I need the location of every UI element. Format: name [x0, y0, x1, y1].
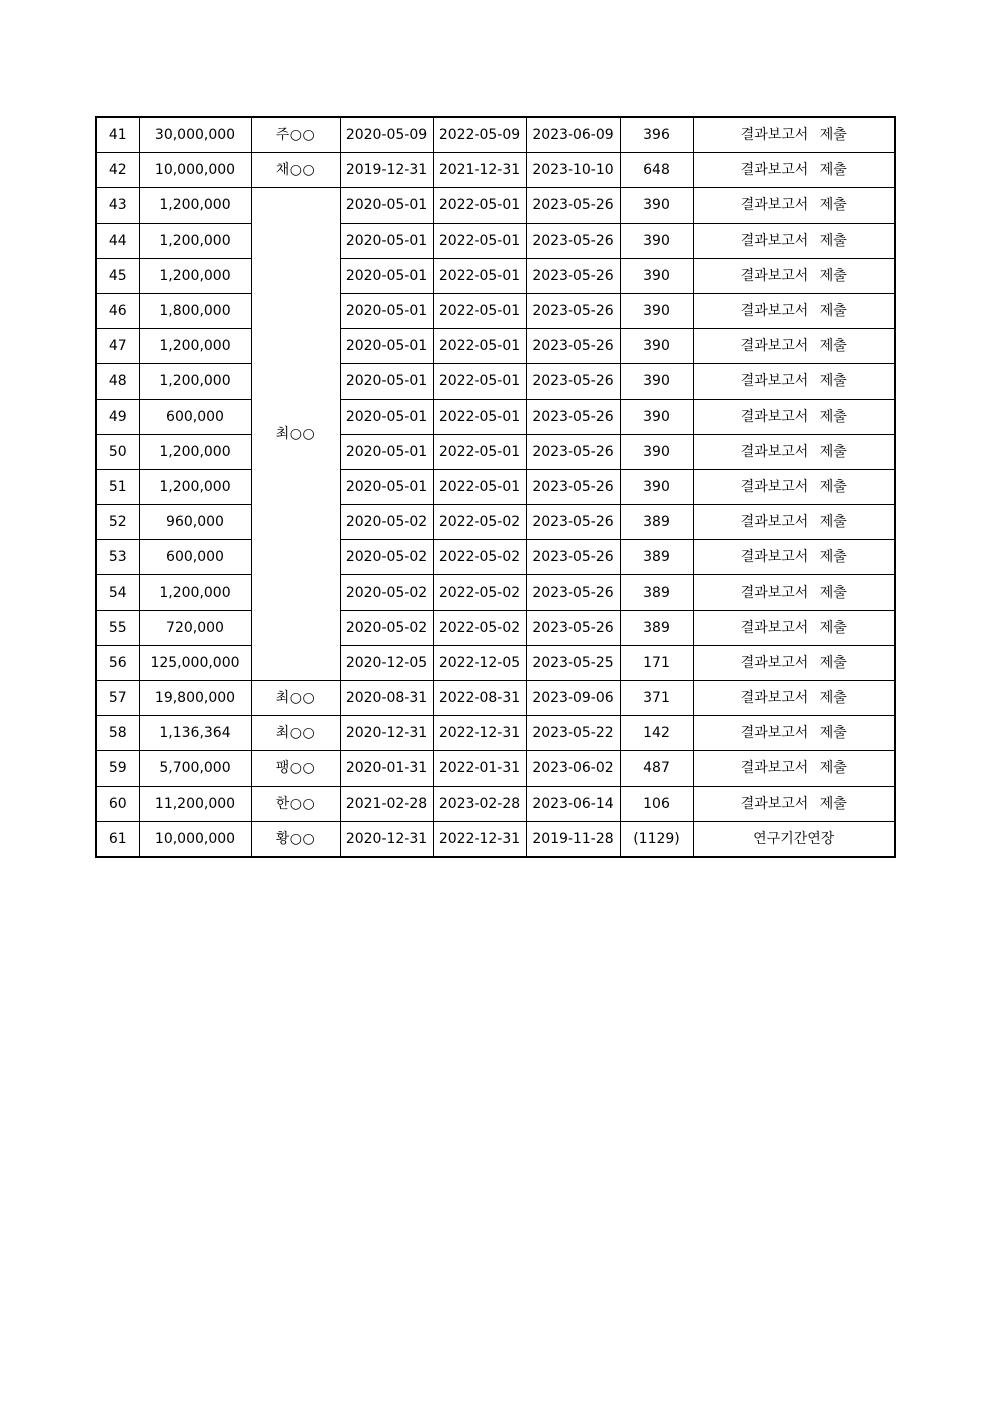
cell-days-count: 648: [620, 153, 693, 188]
cell-start-date: 2020-05-02: [340, 575, 433, 610]
cell-start-date: 2019-12-31: [340, 153, 433, 188]
table-row: [96, 751, 895, 786]
table-row: [96, 821, 895, 857]
cell-report-date: 2023-06-02: [526, 751, 620, 786]
cell-report-date: 2023-05-26: [526, 434, 620, 469]
cell-status: 결과보고서 제출: [693, 786, 895, 821]
cell-amount: 1,200,000: [139, 575, 251, 610]
cell-amount: 19,800,000: [139, 681, 251, 716]
cell-row-number: 59: [96, 751, 139, 786]
cell-end-date: 2022-05-02: [433, 540, 526, 575]
table-row: [96, 153, 895, 188]
cell-start-date: 2020-05-01: [340, 188, 433, 223]
cell-end-date: 2022-05-01: [433, 399, 526, 434]
cell-start-date: 2020-05-01: [340, 434, 433, 469]
cell-start-date: 2020-05-01: [340, 223, 433, 258]
cell-amount: 1,200,000: [139, 188, 251, 223]
cell-days-count: 390: [620, 258, 693, 293]
cell-days-count: 390: [620, 364, 693, 399]
cell-status: 결과보고서 제출: [693, 258, 895, 293]
cell-report-date: 2023-06-09: [526, 117, 620, 153]
table-row: [96, 434, 895, 469]
cell-end-date: 2022-05-01: [433, 258, 526, 293]
cell-amount: 1,800,000: [139, 293, 251, 328]
cell-end-date: 2022-05-01: [433, 329, 526, 364]
cell-start-date: 2021-02-28: [340, 786, 433, 821]
cell-end-date: 2022-12-31: [433, 716, 526, 751]
cell-end-date: 2022-05-01: [433, 364, 526, 399]
cell-status: 결과보고서 제출: [693, 575, 895, 610]
cell-amount: 600,000: [139, 540, 251, 575]
cell-row-number: 43: [96, 188, 139, 223]
cell-start-date: 2020-05-01: [340, 293, 433, 328]
cell-end-date: 2022-05-01: [433, 293, 526, 328]
cell-row-number: 45: [96, 258, 139, 293]
cell-amount: 10,000,000: [139, 821, 251, 857]
cell-start-date: 2020-01-31: [340, 751, 433, 786]
cell-days-count: 106: [620, 786, 693, 821]
table-row: [96, 293, 895, 328]
cell-end-date: 2022-05-02: [433, 610, 526, 645]
cell-end-date: 2022-12-31: [433, 821, 526, 857]
cell-report-date: 2023-05-26: [526, 364, 620, 399]
cell-end-date: 2022-01-31: [433, 751, 526, 786]
cell-name: 황○○: [251, 821, 340, 857]
cell-report-date: 2023-05-26: [526, 469, 620, 504]
cell-amount: 30,000,000: [139, 117, 251, 153]
cell-end-date: 2023-02-28: [433, 786, 526, 821]
cell-status: 결과보고서 제출: [693, 540, 895, 575]
cell-days-count: 390: [620, 223, 693, 258]
cell-amount: 11,200,000: [139, 786, 251, 821]
table-row: [96, 469, 895, 504]
cell-days-count: 390: [620, 293, 693, 328]
cell-status: 연구기간연장: [693, 821, 895, 857]
cell-start-date: 2020-12-05: [340, 645, 433, 680]
cell-report-date: 2023-05-26: [526, 540, 620, 575]
cell-row-number: 50: [96, 434, 139, 469]
table-row: [96, 610, 895, 645]
cell-row-number: 41: [96, 117, 139, 153]
cell-report-date: 2023-05-26: [526, 293, 620, 328]
cell-report-date: 2023-05-25: [526, 645, 620, 680]
cell-status: 결과보고서 제출: [693, 188, 895, 223]
cell-name: 최○○: [251, 681, 340, 716]
cell-amount: 1,200,000: [139, 329, 251, 364]
cell-days-count: 390: [620, 188, 693, 223]
table-row: [96, 399, 895, 434]
cell-report-date: 2023-10-10: [526, 153, 620, 188]
cell-start-date: 2020-12-31: [340, 821, 433, 857]
cell-start-date: 2020-05-02: [340, 610, 433, 645]
cell-name: 채○○: [251, 153, 340, 188]
cell-status: 결과보고서 제출: [693, 505, 895, 540]
cell-days-count: 389: [620, 540, 693, 575]
cell-amount: 720,000: [139, 610, 251, 645]
cell-report-date: 2023-05-26: [526, 188, 620, 223]
cell-status: 결과보고서 제출: [693, 293, 895, 328]
cell-start-date: 2020-05-02: [340, 540, 433, 575]
cell-row-number: 61: [96, 821, 139, 857]
cell-status: 결과보고서 제출: [693, 117, 895, 153]
cell-report-date: 2023-05-26: [526, 505, 620, 540]
cell-report-date: 2023-05-26: [526, 575, 620, 610]
cell-amount: 1,200,000: [139, 223, 251, 258]
cell-row-number: 44: [96, 223, 139, 258]
cell-start-date: 2020-05-09: [340, 117, 433, 153]
cell-status: 결과보고서 제출: [693, 399, 895, 434]
cell-status: 결과보고서 제출: [693, 223, 895, 258]
cell-end-date: 2022-05-01: [433, 434, 526, 469]
cell-end-date: 2022-05-02: [433, 575, 526, 610]
cell-days-count: 389: [620, 575, 693, 610]
table-row: [96, 223, 895, 258]
cell-report-date: 2023-06-14: [526, 786, 620, 821]
table-row: [96, 329, 895, 364]
cell-amount: 1,136,364: [139, 716, 251, 751]
cell-report-date: 2023-09-06: [526, 681, 620, 716]
cell-report-date: 2023-05-22: [526, 716, 620, 751]
table-row: [96, 716, 895, 751]
cell-report-date: 2019-11-28: [526, 821, 620, 857]
cell-row-number: 48: [96, 364, 139, 399]
cell-days-count: 142: [620, 716, 693, 751]
cell-row-number: 49: [96, 399, 139, 434]
cell-start-date: 2020-05-01: [340, 329, 433, 364]
cell-days-count: 371: [620, 681, 693, 716]
cell-start-date: 2020-05-01: [340, 364, 433, 399]
cell-start-date: 2020-05-01: [340, 258, 433, 293]
cell-days-count: 171: [620, 645, 693, 680]
cell-amount: 10,000,000: [139, 153, 251, 188]
cell-name: 한○○: [251, 786, 340, 821]
cell-end-date: 2022-12-05: [433, 645, 526, 680]
cell-days-count: 390: [620, 399, 693, 434]
cell-start-date: 2020-08-31: [340, 681, 433, 716]
cell-status: 결과보고서 제출: [693, 153, 895, 188]
cell-days-count: 390: [620, 434, 693, 469]
cell-status: 결과보고서 제출: [693, 716, 895, 751]
cell-amount: 1,200,000: [139, 434, 251, 469]
cell-days-count: 396: [620, 117, 693, 153]
cell-amount: 1,200,000: [139, 364, 251, 399]
cell-amount: 960,000: [139, 505, 251, 540]
cell-amount: 125,000,000: [139, 645, 251, 680]
table-row: [96, 505, 895, 540]
cell-end-date: 2022-05-01: [433, 469, 526, 504]
cell-status: 결과보고서 제출: [693, 364, 895, 399]
cell-report-date: 2023-05-26: [526, 610, 620, 645]
cell-row-number: 53: [96, 540, 139, 575]
cell-status: 결과보고서 제출: [693, 434, 895, 469]
cell-report-date: 2023-05-26: [526, 329, 620, 364]
cell-end-date: 2021-12-31: [433, 153, 526, 188]
cell-row-number: 42: [96, 153, 139, 188]
cell-row-number: 55: [96, 610, 139, 645]
cell-report-date: 2023-05-26: [526, 399, 620, 434]
report-table: [95, 116, 896, 858]
cell-amount: 1,200,000: [139, 469, 251, 504]
table-row: [96, 645, 895, 680]
table-row: [96, 188, 895, 223]
cell-days-count: (1129): [620, 821, 693, 857]
cell-row-number: 46: [96, 293, 139, 328]
cell-row-number: 47: [96, 329, 139, 364]
cell-start-date: 2020-12-31: [340, 716, 433, 751]
cell-amount: 1,200,000: [139, 258, 251, 293]
table-row: [96, 540, 895, 575]
cell-row-number: 57: [96, 681, 139, 716]
cell-amount: 600,000: [139, 399, 251, 434]
cell-name: 최○○: [251, 188, 340, 681]
cell-start-date: 2020-05-01: [340, 469, 433, 504]
cell-row-number: 58: [96, 716, 139, 751]
cell-end-date: 2022-08-31: [433, 681, 526, 716]
report-table-body: [96, 117, 895, 857]
cell-days-count: 389: [620, 610, 693, 645]
cell-name: 최○○: [251, 716, 340, 751]
cell-days-count: 390: [620, 329, 693, 364]
table-row: [96, 786, 895, 821]
cell-end-date: 2022-05-02: [433, 505, 526, 540]
cell-row-number: 52: [96, 505, 139, 540]
cell-row-number: 60: [96, 786, 139, 821]
cell-status: 결과보고서 제출: [693, 681, 895, 716]
table-row: [96, 575, 895, 610]
cell-days-count: 389: [620, 505, 693, 540]
table-row: [96, 364, 895, 399]
cell-days-count: 487: [620, 751, 693, 786]
cell-report-date: 2023-05-26: [526, 258, 620, 293]
cell-report-date: 2023-05-26: [526, 223, 620, 258]
table-row: [96, 258, 895, 293]
cell-row-number: 54: [96, 575, 139, 610]
cell-name: 주○○: [251, 117, 340, 153]
cell-amount: 5,700,000: [139, 751, 251, 786]
cell-end-date: 2022-05-09: [433, 117, 526, 153]
cell-name: 팽○○: [251, 751, 340, 786]
cell-row-number: 56: [96, 645, 139, 680]
cell-start-date: 2020-05-01: [340, 399, 433, 434]
table-row: [96, 681, 895, 716]
cell-status: 결과보고서 제출: [693, 610, 895, 645]
cell-start-date: 2020-05-02: [340, 505, 433, 540]
cell-status: 결과보고서 제출: [693, 645, 895, 680]
table-row: [96, 117, 895, 153]
cell-status: 결과보고서 제출: [693, 751, 895, 786]
cell-row-number: 51: [96, 469, 139, 504]
cell-status: 결과보고서 제출: [693, 329, 895, 364]
cell-days-count: 390: [620, 469, 693, 504]
cell-status: 결과보고서 제출: [693, 469, 895, 504]
cell-end-date: 2022-05-01: [433, 223, 526, 258]
cell-end-date: 2022-05-01: [433, 188, 526, 223]
